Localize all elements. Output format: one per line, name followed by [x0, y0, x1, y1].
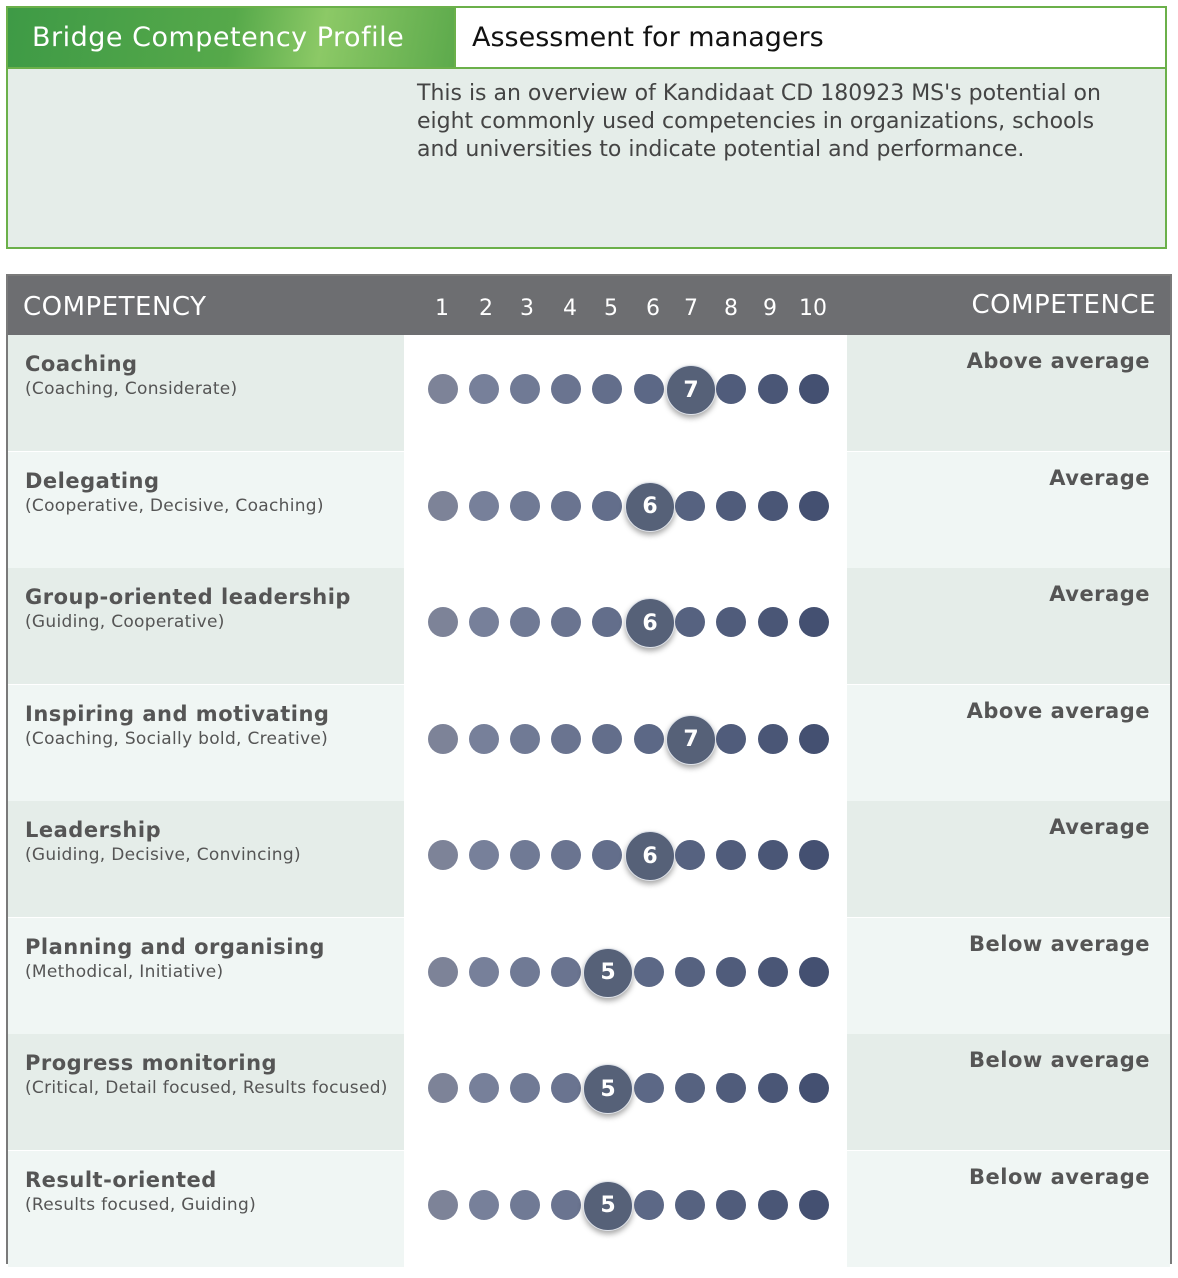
competency-traits: (Coaching, Socially bold, Creative)	[25, 728, 329, 749]
table-row	[8, 568, 1170, 684]
row-scale-cell	[404, 452, 847, 568]
table-row	[8, 1034, 1170, 1150]
scale-label-1: 1	[435, 296, 449, 321]
competency-traits: (Coaching, Considerate)	[25, 379, 238, 399]
competence-rating: Below average	[969, 931, 1150, 956]
competence-rating: Below average	[969, 1164, 1150, 1189]
score-marker: 6	[625, 482, 675, 532]
score-marker: 7	[666, 715, 716, 765]
row-scale-cell	[404, 685, 847, 801]
competency-table	[6, 274, 1172, 1264]
competence-rating: Average	[1049, 815, 1150, 839]
table-row	[8, 335, 1170, 451]
row-scale-cell	[404, 335, 847, 451]
scale-label-2: 2	[479, 296, 493, 321]
scale-label-4: 4	[563, 296, 577, 321]
intro-line: eight commonly used competencies in organizations, schools	[417, 109, 1095, 134]
scale-label-6: 6	[646, 296, 660, 321]
intro-line: This is an overview of Kandidaat CD 180923 MS's potential on	[417, 81, 1101, 106]
competency-traits: (Methodical, Initiative)	[25, 961, 224, 982]
table-row	[8, 452, 1170, 568]
competency-traits: (Results focused, Guiding)	[25, 1194, 257, 1215]
competency-traits: (Cooperative, Decisive, Coaching)	[25, 495, 324, 516]
score-marker: 6	[625, 831, 675, 881]
row-scale-cell	[404, 918, 847, 1034]
header-divider	[8, 67, 1165, 69]
competency-name: Leadership	[25, 818, 162, 842]
score-marker: 7	[666, 365, 716, 415]
table-header	[8, 276, 1170, 335]
competency-name: Progress monitoring	[25, 1051, 278, 1075]
competence-rating: Above average	[966, 349, 1150, 373]
profile-header	[6, 6, 1167, 249]
competency-traits: (Guiding, Decisive, Convincing)	[25, 845, 301, 865]
competence-rating: Above average	[966, 698, 1150, 723]
intro-line: and universities to indicate potential and performance.	[417, 137, 1025, 162]
competence-rating: Below average	[969, 1048, 1150, 1072]
scale-label-7: 7	[684, 296, 698, 321]
score-marker: 5	[583, 948, 633, 998]
intro-text	[417, 80, 1157, 164]
row-scale-cell	[404, 1034, 847, 1150]
competency-name: Result-oriented	[25, 1167, 217, 1192]
table-row	[8, 918, 1170, 1034]
competence-rating: Average	[1049, 465, 1150, 490]
scale-label-5: 5	[604, 296, 618, 321]
row-scale-cell	[404, 1151, 847, 1267]
scale-label-9: 9	[763, 296, 777, 321]
table-row	[8, 685, 1170, 801]
table-row	[8, 801, 1170, 917]
row-scale-cell	[404, 568, 847, 684]
competency-name: Planning and organising	[25, 934, 325, 959]
score-marker: 5	[583, 1064, 633, 1114]
row-scale-cell	[404, 801, 847, 917]
competency-name: Coaching	[25, 352, 138, 376]
competency-name: Delegating	[25, 468, 160, 493]
scale-label-10: 10	[799, 296, 827, 321]
table-row	[8, 1151, 1170, 1267]
subtitle-box	[454, 8, 1165, 67]
scale-label-8: 8	[724, 296, 738, 321]
page-subtitle: Assessment for managers	[472, 22, 824, 53]
competency-name: Inspiring and motivating	[25, 701, 330, 726]
competency-traits: (Critical, Detail focused, Results focused)	[25, 1078, 388, 1098]
competency-name: Group-oriented leadership	[25, 585, 351, 609]
score-marker: 5	[583, 1181, 633, 1231]
column-header-competency: COMPETENCY	[23, 292, 207, 322]
column-header-competence: COMPETENCE	[971, 290, 1156, 320]
score-marker: 6	[625, 598, 675, 648]
brand-band	[8, 8, 454, 67]
scale-label-3: 3	[520, 296, 534, 321]
brand-title: Bridge Competency Profile	[32, 22, 405, 53]
competence-rating: Average	[1049, 582, 1150, 606]
competency-traits: (Guiding, Cooperative)	[25, 612, 225, 632]
